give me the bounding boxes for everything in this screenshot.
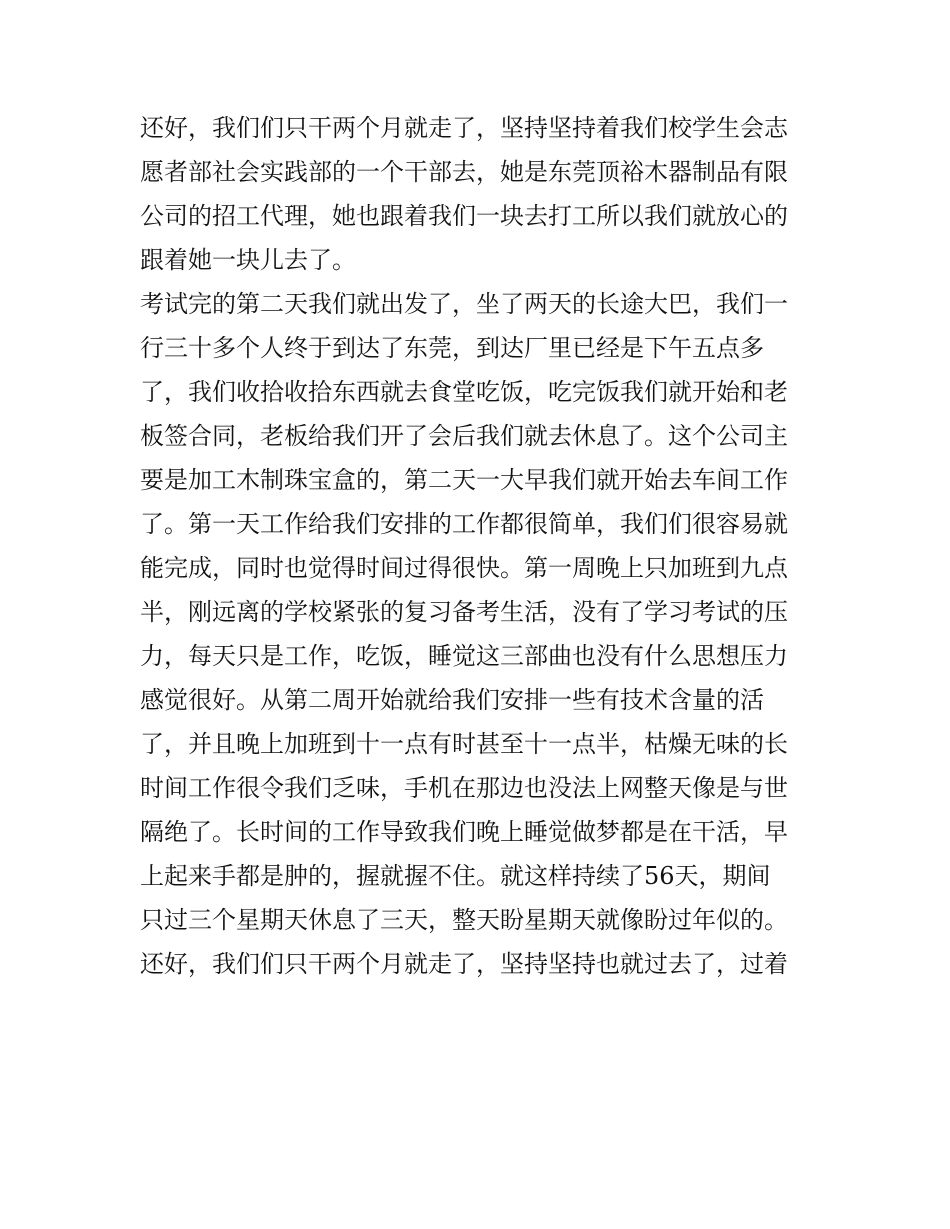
text-line: 只过三个星期天休息了三天，整天盼星期天就像盼过年似的。 <box>140 906 788 934</box>
text-line: 还好，我们们只干两个月就走了，坚持坚持也就过去了，过着 <box>140 950 788 978</box>
text-line: 上起来手都是肿的，握就握不住。就这样持续了56天，期间 <box>140 862 771 890</box>
text-line: 能完成，同时也觉得时间过得很快。第一周晚上只加班到九点 <box>140 554 788 582</box>
text-line: 公司的招工代理，她也跟着我们一块去打工所以我们就放心的 <box>140 202 788 230</box>
text-line: 要是加工木制珠宝盒的，第二天一大早我们就开始去车间工作 <box>140 466 788 494</box>
text-line: 愿者部社会实践部的一个干部去，她是东莞顶裕木器制品有限 <box>140 158 788 186</box>
text-line: 了，并且晚上加班到十一点有时甚至十一点半，枯燥无味的长 <box>140 730 788 758</box>
text-line: 时间工作很令我们乏味，手机在那边也没法上网整天像是与世 <box>140 774 788 802</box>
text-line: 了，我们收拾收拾东西就去食堂吃饭，吃完饭我们就开始和老 <box>140 378 788 406</box>
text-line: 行三十多个人终于到达了东莞，到达厂里已经是下午五点多 <box>140 334 764 362</box>
body-text <box>140 106 820 986</box>
text-line: 感觉很好。从第二周开始就给我们安排一些有技术含量的活 <box>140 686 764 714</box>
text-line: 了。第一天工作给我们安排的工作都很简单，我们们很容易就 <box>140 510 788 538</box>
text-line: 跟着她一块儿去了。 <box>140 246 356 274</box>
text-line: 板签合同，老板给我们开了会后我们就去休息了。这个公司主 <box>140 422 788 450</box>
text-line: 隔绝了。长时间的工作导致我们晚上睡觉做梦都是在干活，早 <box>140 818 788 846</box>
text-line: 半，刚远离的学校紧张的复习备考生活，没有了学习考试的压 <box>140 598 788 626</box>
text-line: 力，每天只是工作，吃饭，睡觉这三部曲也没有什么思想压力 <box>140 642 788 670</box>
text-line: 考试完的第二天我们就出发了，坐了两天的长途大巴，我们一 <box>140 290 788 318</box>
text-line: 还好，我们们只干两个月就走了，坚持坚持着我们校学生会志 <box>140 114 788 142</box>
